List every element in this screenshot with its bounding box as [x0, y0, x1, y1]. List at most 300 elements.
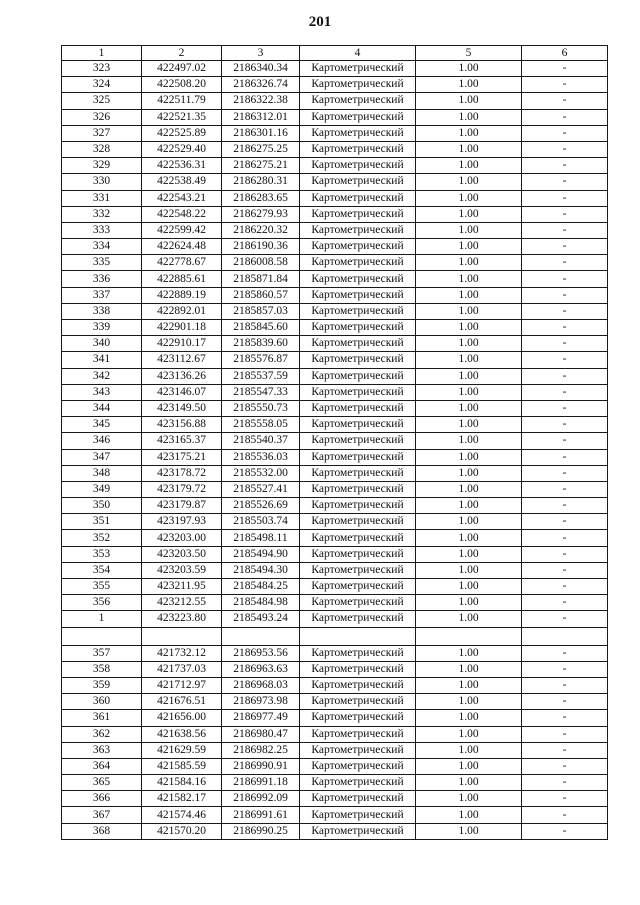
x-coordinate-cell: 423223.80 [142, 611, 222, 627]
point-number-cell: 332 [62, 206, 142, 222]
separator-row [62, 627, 608, 645]
table-row [62, 645, 608, 661]
accuracy-cell: 1.00 [416, 775, 522, 791]
point-number-cell: 330 [62, 174, 142, 190]
point-number-cell: 347 [62, 449, 142, 465]
method-cell: Картометрический [300, 93, 416, 109]
method-cell: Картометрический [300, 449, 416, 465]
accuracy-cell: 1.00 [416, 336, 522, 352]
accuracy-cell: 1.00 [416, 742, 522, 758]
note-cell: - [522, 726, 608, 742]
accuracy-cell: 1.00 [416, 677, 522, 693]
accuracy-cell: 1.00 [416, 93, 522, 109]
table-row [62, 465, 608, 481]
table-row [62, 368, 608, 384]
y-coordinate-cell: 2186326.74 [222, 77, 300, 93]
method-cell: Картометрический [300, 775, 416, 791]
x-coordinate-cell: 422778.67 [142, 255, 222, 271]
method-cell: Картометрический [300, 255, 416, 271]
table-row [62, 190, 608, 206]
point-number-cell: 351 [62, 514, 142, 530]
point-number-cell: 333 [62, 222, 142, 238]
method-cell: Картометрический [300, 465, 416, 481]
note-cell: - [522, 546, 608, 562]
note-cell: - [522, 449, 608, 465]
table-row [62, 239, 608, 255]
y-coordinate-cell: 2185494.90 [222, 546, 300, 562]
table-row [62, 498, 608, 514]
note-cell: - [522, 465, 608, 481]
accuracy-cell: 1.00 [416, 206, 522, 222]
x-coordinate-cell: 422525.89 [142, 125, 222, 141]
table-row [62, 125, 608, 141]
note-cell: - [522, 807, 608, 823]
accuracy-cell: 1.00 [416, 498, 522, 514]
x-coordinate-cell: 423175.21 [142, 449, 222, 465]
x-coordinate-cell: 422889.19 [142, 287, 222, 303]
y-coordinate-cell: 2186275.21 [222, 158, 300, 174]
table-row [62, 222, 608, 238]
accuracy-cell: 1.00 [416, 287, 522, 303]
note-cell: - [522, 645, 608, 661]
table-row [62, 271, 608, 287]
y-coordinate-cell: 2186990.91 [222, 758, 300, 774]
table-row [62, 93, 608, 109]
x-coordinate-cell: 421676.51 [142, 694, 222, 710]
accuracy-cell: 1.00 [416, 694, 522, 710]
note-cell: - [522, 530, 608, 546]
accuracy-cell: 1.00 [416, 595, 522, 611]
x-coordinate-cell: 423203.59 [142, 562, 222, 578]
table-row [62, 611, 608, 627]
header-cell: 4 [300, 46, 416, 61]
x-coordinate-cell: 423178.72 [142, 465, 222, 481]
y-coordinate-cell: 2185547.33 [222, 384, 300, 400]
point-number-cell: 361 [62, 710, 142, 726]
accuracy-cell: 1.00 [416, 222, 522, 238]
note-cell: - [522, 694, 608, 710]
accuracy-cell: 1.00 [416, 368, 522, 384]
note-cell: - [522, 368, 608, 384]
x-coordinate-cell: 422901.18 [142, 320, 222, 336]
method-cell: Картометрический [300, 417, 416, 433]
method-cell: Картометрический [300, 190, 416, 206]
point-number-cell: 360 [62, 694, 142, 710]
accuracy-cell: 1.00 [416, 77, 522, 93]
table-row [62, 775, 608, 791]
coordinates-table [61, 45, 608, 840]
accuracy-cell: 1.00 [416, 807, 522, 823]
point-number-cell: 352 [62, 530, 142, 546]
x-coordinate-cell: 422885.61 [142, 271, 222, 287]
y-coordinate-cell: 2185484.25 [222, 579, 300, 595]
method-cell: Картометрический [300, 239, 416, 255]
point-number-cell: 356 [62, 595, 142, 611]
note-cell: - [522, 661, 608, 677]
method-cell: Картометрический [300, 287, 416, 303]
note-cell: - [522, 174, 608, 190]
accuracy-cell: 1.00 [416, 823, 522, 839]
accuracy-cell: 1.00 [416, 562, 522, 578]
accuracy-cell: 1.00 [416, 255, 522, 271]
point-number-cell: 342 [62, 368, 142, 384]
table-row [62, 400, 608, 416]
accuracy-cell [416, 627, 522, 645]
accuracy-cell: 1.00 [416, 481, 522, 497]
accuracy-cell: 1.00 [416, 239, 522, 255]
method-cell: Картометрический [300, 791, 416, 807]
y-coordinate-cell: 2185493.24 [222, 611, 300, 627]
point-number-cell: 368 [62, 823, 142, 839]
header-cell: 2 [142, 46, 222, 61]
x-coordinate-cell: 421570.20 [142, 823, 222, 839]
point-number-cell: 363 [62, 742, 142, 758]
y-coordinate-cell: 2185857.03 [222, 303, 300, 319]
note-cell: - [522, 579, 608, 595]
accuracy-cell: 1.00 [416, 174, 522, 190]
note-cell: - [522, 758, 608, 774]
header-cell: 6 [522, 46, 608, 61]
note-cell: - [522, 158, 608, 174]
point-number-cell: 364 [62, 758, 142, 774]
method-cell: Картометрический [300, 206, 416, 222]
note-cell: - [522, 677, 608, 693]
note-cell: - [522, 823, 608, 839]
note-cell: - [522, 433, 608, 449]
y-coordinate-cell: 2185498.11 [222, 530, 300, 546]
note-cell: - [522, 742, 608, 758]
y-coordinate-cell: 2186301.16 [222, 125, 300, 141]
y-coordinate-cell: 2185576.87 [222, 352, 300, 368]
y-coordinate-cell: 2185845.60 [222, 320, 300, 336]
method-cell: Картометрический [300, 726, 416, 742]
table-row [62, 742, 608, 758]
method-cell: Картометрический [300, 661, 416, 677]
x-coordinate-cell: 422508.20 [142, 77, 222, 93]
y-coordinate-cell: 2186008.58 [222, 255, 300, 271]
accuracy-cell: 1.00 [416, 433, 522, 449]
y-coordinate-cell: 2186992.09 [222, 791, 300, 807]
accuracy-cell: 1.00 [416, 530, 522, 546]
y-coordinate-cell: 2186220.32 [222, 222, 300, 238]
table-row [62, 595, 608, 611]
note-cell: - [522, 255, 608, 271]
table-row [62, 514, 608, 530]
accuracy-cell: 1.00 [416, 125, 522, 141]
point-number-cell: 350 [62, 498, 142, 514]
method-cell: Картометрический [300, 158, 416, 174]
method-cell: Картометрический [300, 368, 416, 384]
method-cell: Картометрический [300, 758, 416, 774]
y-coordinate-cell: 2185484.98 [222, 595, 300, 611]
point-number-cell: 362 [62, 726, 142, 742]
y-coordinate-cell: 2186990.25 [222, 823, 300, 839]
method-cell: Картометрический [300, 174, 416, 190]
x-coordinate-cell: 423212.55 [142, 595, 222, 611]
table-row [62, 158, 608, 174]
method-cell: Картометрический [300, 77, 416, 93]
y-coordinate-cell: 2185503.74 [222, 514, 300, 530]
note-cell: - [522, 271, 608, 287]
note-cell: - [522, 595, 608, 611]
y-coordinate-cell: 2186968.03 [222, 677, 300, 693]
table-row [62, 174, 608, 190]
x-coordinate-cell: 422624.48 [142, 239, 222, 255]
y-coordinate-cell: 2186283.65 [222, 190, 300, 206]
point-number-cell: 354 [62, 562, 142, 578]
point-number-cell: 341 [62, 352, 142, 368]
y-coordinate-cell: 2186322.38 [222, 93, 300, 109]
note-cell: - [522, 287, 608, 303]
note-cell: - [522, 125, 608, 141]
method-cell: Картометрический [300, 546, 416, 562]
method-cell: Картометрический [300, 481, 416, 497]
y-coordinate-cell: 2186279.93 [222, 206, 300, 222]
accuracy-cell: 1.00 [416, 465, 522, 481]
y-coordinate-cell: 2186190.36 [222, 239, 300, 255]
x-coordinate-cell: 423156.88 [142, 417, 222, 433]
point-number-cell: 366 [62, 791, 142, 807]
table-row [62, 710, 608, 726]
point-number-cell: 335 [62, 255, 142, 271]
table-row [62, 661, 608, 677]
y-coordinate-cell: 2185536.03 [222, 449, 300, 465]
y-coordinate-cell: 2186991.18 [222, 775, 300, 791]
x-coordinate-cell [142, 627, 222, 645]
accuracy-cell: 1.00 [416, 726, 522, 742]
point-number-cell: 324 [62, 77, 142, 93]
y-coordinate-cell: 2186312.01 [222, 109, 300, 125]
note-cell: - [522, 61, 608, 77]
x-coordinate-cell: 421582.17 [142, 791, 222, 807]
table-row [62, 433, 608, 449]
method-cell: Картометрический [300, 109, 416, 125]
x-coordinate-cell: 421638.56 [142, 726, 222, 742]
point-number-cell: 337 [62, 287, 142, 303]
note-cell: - [522, 611, 608, 627]
table-row [62, 206, 608, 222]
point-number-cell: 343 [62, 384, 142, 400]
table-row [62, 141, 608, 157]
method-cell: Картометрический [300, 579, 416, 595]
x-coordinate-cell: 423203.50 [142, 546, 222, 562]
note-cell: - [522, 109, 608, 125]
accuracy-cell: 1.00 [416, 61, 522, 77]
point-number-cell: 331 [62, 190, 142, 206]
y-coordinate-cell: 2186980.47 [222, 726, 300, 742]
note-cell: - [522, 93, 608, 109]
note-cell: - [522, 710, 608, 726]
table-row [62, 579, 608, 595]
note-cell: - [522, 514, 608, 530]
method-cell: Картометрический [300, 61, 416, 77]
method-cell: Картометрический [300, 514, 416, 530]
table-row [62, 677, 608, 693]
point-number-cell: 365 [62, 775, 142, 791]
table-row [62, 287, 608, 303]
note-cell: - [522, 481, 608, 497]
accuracy-cell: 1.00 [416, 141, 522, 157]
table-row [62, 384, 608, 400]
method-cell: Картометрический [300, 336, 416, 352]
note-cell: - [522, 336, 608, 352]
method-cell: Картометрический [300, 433, 416, 449]
point-number-cell: 357 [62, 645, 142, 661]
x-coordinate-cell: 422536.31 [142, 158, 222, 174]
point-number-cell: 355 [62, 579, 142, 595]
accuracy-cell: 1.00 [416, 417, 522, 433]
accuracy-cell: 1.00 [416, 661, 522, 677]
point-number-cell: 336 [62, 271, 142, 287]
y-coordinate-cell [222, 627, 300, 645]
method-cell: Картометрический [300, 645, 416, 661]
x-coordinate-cell: 422497.02 [142, 61, 222, 77]
y-coordinate-cell: 2185860.57 [222, 287, 300, 303]
point-number-cell: 323 [62, 61, 142, 77]
x-coordinate-cell: 421712.97 [142, 677, 222, 693]
x-coordinate-cell: 423197.93 [142, 514, 222, 530]
method-cell: Картометрический [300, 562, 416, 578]
method-cell: Картометрический [300, 694, 416, 710]
x-coordinate-cell: 421629.59 [142, 742, 222, 758]
method-cell: Картометрический [300, 303, 416, 319]
method-cell: Картометрический [300, 742, 416, 758]
method-cell: Картометрический [300, 271, 416, 287]
table-row [62, 546, 608, 562]
accuracy-cell: 1.00 [416, 546, 522, 562]
y-coordinate-cell: 2186977.49 [222, 710, 300, 726]
note-cell [522, 627, 608, 645]
accuracy-cell: 1.00 [416, 109, 522, 125]
accuracy-cell: 1.00 [416, 271, 522, 287]
method-cell: Картометрический [300, 141, 416, 157]
y-coordinate-cell: 2185532.00 [222, 465, 300, 481]
point-number-cell: 345 [62, 417, 142, 433]
table-row [62, 336, 608, 352]
table-row [62, 758, 608, 774]
table-header-row [62, 46, 608, 61]
note-cell: - [522, 498, 608, 514]
point-number-cell: 339 [62, 320, 142, 336]
point-number-cell: 346 [62, 433, 142, 449]
method-cell: Картометрический [300, 222, 416, 238]
y-coordinate-cell: 2185537.59 [222, 368, 300, 384]
x-coordinate-cell: 422511.79 [142, 93, 222, 109]
accuracy-cell: 1.00 [416, 352, 522, 368]
x-coordinate-cell: 423203.00 [142, 530, 222, 546]
y-coordinate-cell: 2186991.61 [222, 807, 300, 823]
y-coordinate-cell: 2185839.60 [222, 336, 300, 352]
accuracy-cell: 1.00 [416, 710, 522, 726]
y-coordinate-cell: 2186340.34 [222, 61, 300, 77]
x-coordinate-cell: 422543.21 [142, 190, 222, 206]
x-coordinate-cell: 423112.67 [142, 352, 222, 368]
point-number-cell: 327 [62, 125, 142, 141]
point-number-cell: 359 [62, 677, 142, 693]
table-row [62, 77, 608, 93]
note-cell: - [522, 190, 608, 206]
y-coordinate-cell: 2186973.98 [222, 694, 300, 710]
method-cell: Картометрический [300, 352, 416, 368]
note-cell: - [522, 303, 608, 319]
table-row [62, 449, 608, 465]
table-row [62, 255, 608, 271]
note-cell: - [522, 417, 608, 433]
note-cell: - [522, 320, 608, 336]
table-row [62, 303, 608, 319]
table-row [62, 807, 608, 823]
x-coordinate-cell: 421737.03 [142, 661, 222, 677]
method-cell: Картометрический [300, 384, 416, 400]
point-number-cell: 328 [62, 141, 142, 157]
note-cell: - [522, 239, 608, 255]
method-cell: Картометрический [300, 320, 416, 336]
note-cell: - [522, 775, 608, 791]
accuracy-cell: 1.00 [416, 320, 522, 336]
accuracy-cell: 1.00 [416, 190, 522, 206]
accuracy-cell: 1.00 [416, 611, 522, 627]
x-coordinate-cell: 423211.95 [142, 579, 222, 595]
x-coordinate-cell: 422538.49 [142, 174, 222, 190]
accuracy-cell: 1.00 [416, 158, 522, 174]
point-number-cell [62, 627, 142, 645]
y-coordinate-cell: 2185526.69 [222, 498, 300, 514]
accuracy-cell: 1.00 [416, 579, 522, 595]
method-cell: Картометрический [300, 823, 416, 839]
table-row [62, 562, 608, 578]
y-coordinate-cell: 2185550.73 [222, 400, 300, 416]
method-cell: Картометрический [300, 400, 416, 416]
method-cell: Картометрический [300, 595, 416, 611]
table-row [62, 352, 608, 368]
note-cell: - [522, 562, 608, 578]
point-number-cell: 348 [62, 465, 142, 481]
x-coordinate-cell: 422521.35 [142, 109, 222, 125]
point-number-cell: 334 [62, 239, 142, 255]
page-number: 201 [308, 14, 332, 30]
accuracy-cell: 1.00 [416, 758, 522, 774]
note-cell: - [522, 791, 608, 807]
x-coordinate-cell: 422892.01 [142, 303, 222, 319]
method-cell: Картометрический [300, 710, 416, 726]
note-cell: - [522, 222, 608, 238]
point-number-cell: 340 [62, 336, 142, 352]
note-cell: - [522, 141, 608, 157]
table-body [62, 46, 608, 840]
table-row [62, 109, 608, 125]
x-coordinate-cell: 421732.12 [142, 645, 222, 661]
accuracy-cell: 1.00 [416, 384, 522, 400]
x-coordinate-cell: 422599.42 [142, 222, 222, 238]
method-cell: Картометрический [300, 125, 416, 141]
table-row [62, 823, 608, 839]
table-row [62, 530, 608, 546]
note-cell: - [522, 384, 608, 400]
accuracy-cell: 1.00 [416, 400, 522, 416]
x-coordinate-cell: 423136.26 [142, 368, 222, 384]
table-row [62, 481, 608, 497]
point-number-cell: 329 [62, 158, 142, 174]
accuracy-cell: 1.00 [416, 645, 522, 661]
note-cell: - [522, 352, 608, 368]
x-coordinate-cell: 421574.46 [142, 807, 222, 823]
table-row [62, 61, 608, 77]
point-number-cell: 353 [62, 546, 142, 562]
x-coordinate-cell: 423179.72 [142, 481, 222, 497]
x-coordinate-cell: 422529.40 [142, 141, 222, 157]
table-row [62, 694, 608, 710]
note-cell: - [522, 400, 608, 416]
